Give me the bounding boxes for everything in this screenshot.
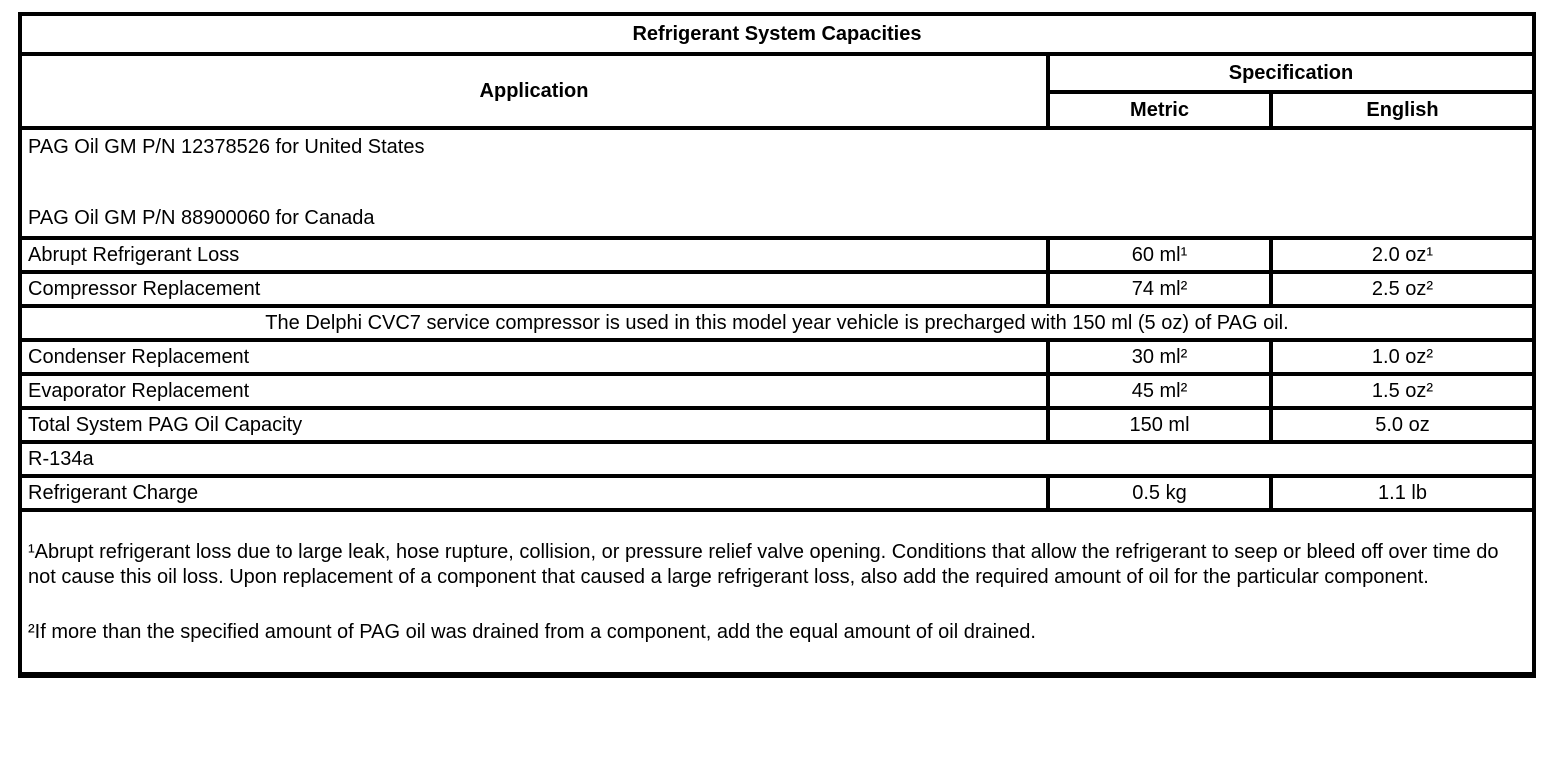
row-condenser-label: Condenser Replacement — [20, 340, 1048, 374]
row-compressor-metric-value: 74 ml² — [1048, 272, 1271, 306]
row-charge-label: Refrigerant Charge — [20, 476, 1048, 510]
row-evaporator-english-value: 1.5 oz² — [1271, 374, 1534, 408]
header-row-specification — [20, 54, 1534, 92]
row-abrupt-label: Abrupt Refrigerant Loss — [20, 238, 1048, 272]
row-compressor-english-value: 2.5 oz² — [1271, 272, 1534, 306]
table-title: Refrigerant System Capacities — [20, 14, 1534, 54]
pag-oil-row — [20, 128, 1534, 238]
row-charge-metric-value: 0.5 kg — [1048, 476, 1271, 510]
row-total-metric-value: 150 ml — [1048, 408, 1271, 442]
footnotes-cell — [20, 510, 1534, 675]
row-abrupt-refrigerant-loss — [20, 238, 1534, 272]
pag-oil-canada-line: PAG Oil GM P/N 88900060 for Canada — [28, 207, 375, 229]
row-total-system-pag-oil-capacity — [20, 408, 1534, 442]
row-total-english-value: 5.0 oz — [1271, 408, 1534, 442]
row-condenser-metric-value: 30 ml² — [1048, 340, 1271, 374]
row-evaporator-metric-value: 45 ml² — [1048, 374, 1271, 408]
pag-oil-cell — [20, 128, 1534, 238]
english-column-header: English — [1271, 92, 1534, 128]
footnote-abrupt-loss: ¹Abrupt refrigerant loss due to large leak, hose rupture, collision, or pressure relief valve opening. Conditions that allow the refrigerant to seep or bleed off over time do not cause this oil loss. Upon replacement of a component that caused a large refrigerant loss, also add the required amount of oil for the particular component. — [28, 540, 1499, 588]
pag-oil-us-line: PAG Oil GM P/N 12378526 for United States — [28, 136, 425, 158]
row-condenser-replacement — [20, 340, 1534, 374]
row-charge-english-value: 1.1 lb — [1271, 476, 1534, 510]
row-compressor-label: Compressor Replacement — [20, 272, 1048, 306]
row-evaporator-replacement — [20, 374, 1534, 408]
application-column-header: Application — [20, 54, 1048, 128]
row-refrigerant-charge — [20, 476, 1534, 510]
row-compressor-replacement — [20, 272, 1534, 306]
title-row — [20, 14, 1534, 54]
row-evaporator-label: Evaporator Replacement — [20, 374, 1048, 408]
row-condenser-english-value: 1.0 oz² — [1271, 340, 1534, 374]
footnote-drained-oil: ²If more than the specified amount of PAG oil was drained from a component, add the equal amount of oil drained. — [28, 620, 1036, 643]
row-abrupt-metric-value: 60 ml¹ — [1048, 238, 1271, 272]
footnotes-row — [20, 510, 1534, 675]
row-total-label: Total System PAG Oil Capacity — [20, 408, 1048, 442]
r134a-section-cell: R-134a — [20, 442, 1534, 476]
specification-column-header: Specification — [1048, 54, 1534, 92]
delphi-note-row — [20, 306, 1534, 340]
refrigerant-capacities-table — [18, 12, 1536, 678]
row-abrupt-english-value: 2.0 oz¹ — [1271, 238, 1534, 272]
delphi-note-cell: The Delphi CVC7 service compressor is used in this model year vehicle is precharged with 150 ml (5 oz) of PAG oil. — [20, 306, 1534, 340]
r134a-section-row — [20, 442, 1534, 476]
metric-column-header: Metric — [1048, 92, 1271, 128]
